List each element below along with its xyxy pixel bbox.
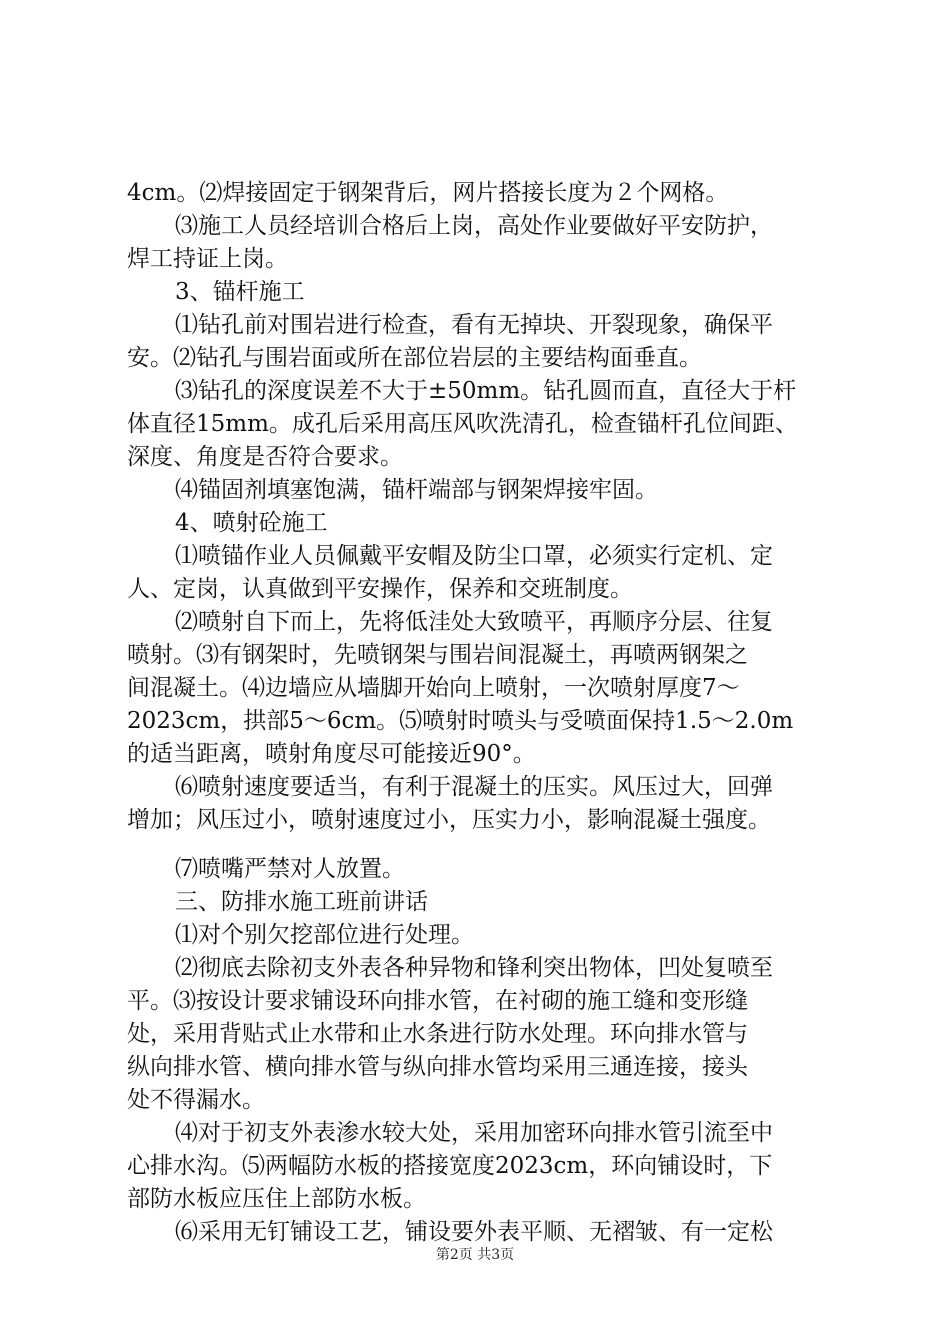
text-line: ⑶钻孔的深度误差不大于±50mm。钻孔圆而直，直径大于杆 — [175, 378, 797, 404]
text-line: ⑹采用无钉铺设工艺，铺设要外表平顺、无褶皱、有一定松 — [175, 1219, 773, 1245]
text-line: ⑷锚固剂填塞饱满，锚杆端部与钢架焊接牢固。 — [175, 477, 658, 503]
text-line: 2023cm，拱部5～6cm。⑸喷射时喷头与受喷面保持1.5～2.0m — [127, 708, 794, 734]
text-line: 焊工持证上岗。 — [127, 246, 288, 272]
text-line: 增加；风压过小，喷射速度过小，压实力小，影响混凝土强度。 — [127, 807, 771, 833]
text-line: 处，采用背贴式止水带和止水条进行防水处理。环向排水管与 — [127, 1021, 748, 1047]
text-line: 安。⑵钻孔与围岩面或所在部位岩层的主要结构面垂直。 — [127, 345, 702, 371]
text-line: 喷射。⑶有钢架时，先喷钢架与围岩间混凝土，再喷两钢架之 — [127, 642, 748, 668]
text-line: ⑺喷嘴严禁对人放置。 — [175, 856, 405, 882]
text-line: ⑴对个别欠挖部位进行处理。 — [175, 922, 474, 948]
section-heading: 3、锚杆施工 — [175, 279, 305, 305]
text-line: ⑶施工人员经培训合格后上岗，高处作业要做好平安防护， — [175, 213, 773, 239]
text-line: 心排水沟。⑸两幅防水板的搭接宽度2023cm，环向铺设时，下 — [127, 1153, 773, 1179]
text-line: ⑴钻孔前对围岩进行检查，看有无掉块、开裂现象，确保平 — [175, 312, 773, 338]
text-line: ⑴喷锚作业人员佩戴平安帽及防尘口罩，必须实行定机、定 — [175, 543, 773, 569]
section-heading: 4、喷射砼施工 — [175, 510, 328, 536]
text-line: ⑹喷射速度要适当，有利于混凝土的压实。风压过大，回弹 — [175, 774, 773, 800]
text-line: ⑷对于初支外表渗水较大处，采用加密环向排水管引流至中 — [175, 1120, 773, 1146]
text-line: 平。⑶按设计要求铺设环向排水管，在衬砌的施工缝和变形缝 — [127, 988, 748, 1014]
text-line: 部防水板应压住上部防水板。 — [127, 1186, 426, 1212]
text-line: 4cm。⑵焊接固定于钢架背后，网片搭接长度为２个网格。 — [127, 180, 729, 206]
text-line: 间混凝土。⑷边墙应从墙脚开始向上喷射，一次喷射厚度7～ — [127, 675, 740, 701]
page-number-footer: 第2页 共3页 — [435, 1247, 515, 1263]
text-line: ⑵喷射自下而上，先将低洼处大致喷平，再顺序分层、往复 — [175, 609, 773, 635]
text-line: 处不得漏水。 — [127, 1087, 265, 1113]
text-line: 纵向排水管、横向排水管与纵向排水管均采用三通连接，接头 — [127, 1054, 748, 1080]
text-line: ⑵彻底去除初支外表各种异物和锋利突出物体，凹处复喷至 — [175, 955, 773, 981]
text-line: 深度、角度是否符合要求。 — [127, 444, 403, 470]
section-heading: 三、防排水施工班前讲话 — [175, 889, 428, 915]
text-line: 的适当距离，喷射角度尽可能接近90°。 — [127, 741, 536, 767]
text-line: 体直径15mm。成孔后采用高压风吹洗清孔，检查锚杆孔位间距、 — [127, 411, 798, 437]
text-line: 人、定岗，认真做到平安操作，保养和交班制度。 — [127, 576, 633, 602]
